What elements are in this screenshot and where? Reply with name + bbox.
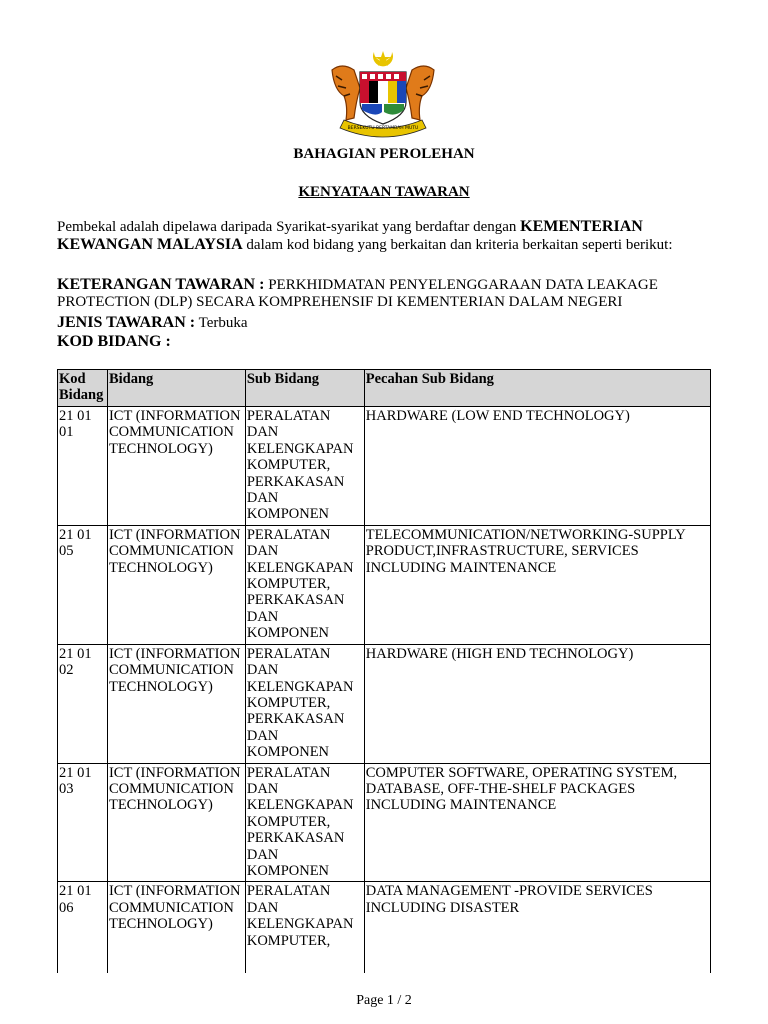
tender-description-value: PERKHIDMATAN PENYELENGGARAAN DATA LEAKAGE PROTECTION (DLP) SECARA KOMPREHENSIF DI KEMENTERIAN DALAM NEGERI [57, 277, 658, 310]
table-header-row [58, 370, 711, 407]
cell-bidang: ICT (INFORMATION COMMUNICATION TECHNOLOGY) [107, 525, 245, 644]
cell-sub-bidang: PERALATAN DAN KELENGKAPAN KOMPUTER, PERKAKASAN DAN KOMPONEN [245, 525, 364, 644]
document-title: KENYATAAN TAWARAN [298, 184, 470, 200]
cell-kod: 21 01 01 [58, 407, 108, 526]
table-row [58, 763, 711, 882]
table-row [58, 882, 711, 974]
department-heading: BAHAGIAN PEROLEHAN [293, 146, 475, 162]
tender-type-value: Terbuka [195, 315, 248, 331]
cell-kod: 21 01 06 [58, 882, 108, 974]
tender-description [57, 276, 717, 311]
header-kod-bidang: Kod Bidang [58, 370, 108, 407]
table-row [58, 407, 711, 526]
cell-kod: 21 01 03 [58, 763, 108, 882]
table-row [58, 644, 711, 763]
cell-pecahan: COMPUTER SOFTWARE, OPERATING SYSTEM, DATABASE, OFF-THE-SHELF PACKAGES INCLUDING MAINTENANCE [364, 763, 710, 882]
header-sub-bidang: Sub Bidang [245, 370, 364, 407]
cell-bidang: ICT (INFORMATION COMMUNICATION TECHNOLOGY) [107, 763, 245, 882]
cell-bidang: ICT (INFORMATION COMMUNICATION TECHNOLOGY) [107, 407, 245, 526]
coat-of-arms-emblem [322, 48, 444, 140]
cell-kod: 21 01 05 [58, 525, 108, 644]
page-number: Page 1 / 2 [356, 993, 412, 1008]
header-pecahan-sub-bidang: Pecahan Sub Bidang [364, 370, 710, 407]
intro-paragraph [57, 218, 717, 254]
tender-description-label: KETERANGAN TAWARAN : [57, 276, 265, 293]
cell-pecahan: HARDWARE (HIGH END TECHNOLOGY) [364, 644, 710, 763]
intro-text-start: Pembekal adalah dipelawa daripada Syarikat-syarikat yang berdaftar dengan [57, 219, 521, 235]
cell-sub-bidang: PERALATAN DAN KELENGKAPAN KOMPUTER, PERKAKASAN DAN KOMPONEN [245, 407, 364, 526]
cell-sub-bidang: PERALATAN DAN KELENGKAPAN KOMPUTER, PERKAKASAN DAN KOMPONEN [245, 644, 364, 763]
table-row [58, 525, 711, 644]
cell-sub-bidang: PERALATAN DAN KELENGKAPAN KOMPUTER, PERKAKASAN DAN KOMPONEN [245, 763, 364, 882]
ministry-name: KEMENTERIAN KEWANGAN MALAYSIA [57, 218, 643, 253]
intro-text-end: dalam kod bidang yang berkaitan dan kriteria berkaitan seperti berikut: [242, 237, 673, 253]
cell-pecahan: DATA MANAGEMENT -PROVIDE SERVICES INCLUDING DISASTER [364, 882, 710, 974]
tender-type-label: JENIS TAWARAN : [57, 314, 196, 331]
cell-bidang: ICT (INFORMATION COMMUNICATION TECHNOLOGY) [107, 882, 245, 974]
header-bidang: Bidang [107, 370, 245, 407]
cell-kod: 21 01 02 [58, 644, 108, 763]
cell-sub-bidang: PERALATAN DAN KELENGKAPAN KOMPUTER, [245, 882, 364, 974]
cell-bidang: ICT (INFORMATION COMMUNICATION TECHNOLOGY) [107, 644, 245, 763]
cell-pecahan: HARDWARE (LOW END TECHNOLOGY) [364, 407, 710, 526]
crest-motto: BERSEKUTU BERTAMBAH MUTU [347, 126, 419, 131]
cell-pecahan: TELECOMMUNICATION/NETWORKING-SUPPLY PRODUCT,INFRASTRUCTURE, SERVICES INCLUDING MAINTENANCE [364, 525, 710, 644]
field-code-table [57, 369, 711, 973]
field-code-label: KOD BIDANG : [57, 333, 171, 350]
tender-type [57, 314, 717, 332]
